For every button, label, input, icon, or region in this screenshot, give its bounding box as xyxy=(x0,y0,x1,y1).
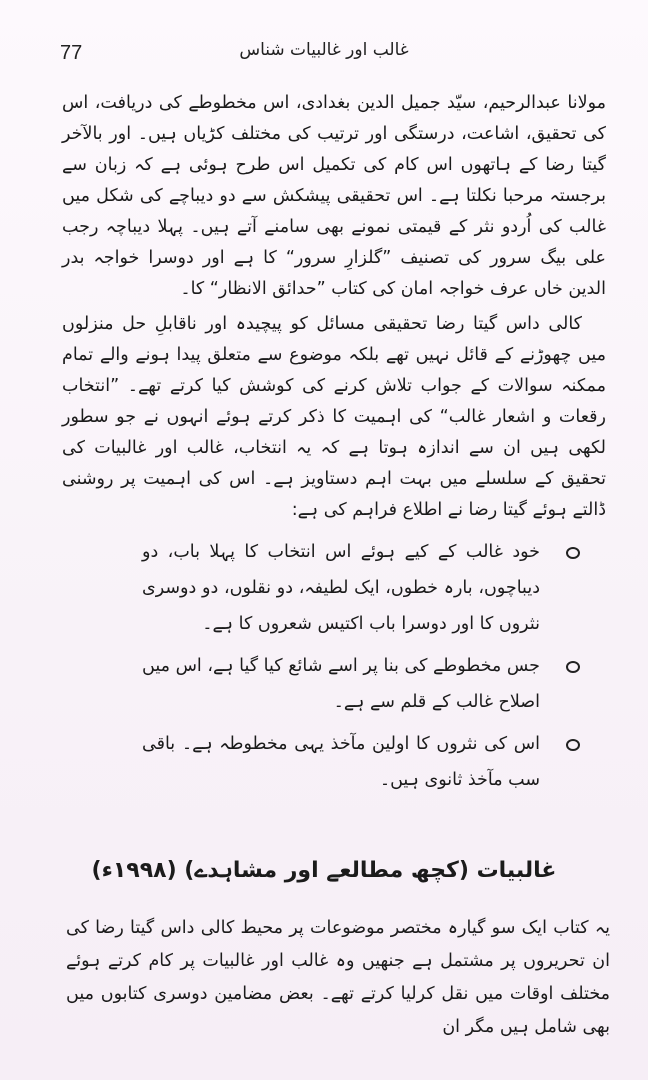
bullet-circle-icon xyxy=(566,547,580,559)
paragraph-1: مولانا عبدالرحیم، سیّد جمیل الدین بغدادی، اس مخطوطے کی دریافت، اس کی تحقیق، اشاعت، درستگی اور ترتیب کی مختلف کڑیاں ہیں۔ اور بالآخر گیتا رضا کے ہاتھوں اس کام کی تکمیل اس طرح ہوئی ہے کہ زبان سے برجستہ مرحبا نکلتا ہے۔ اس تحقیقی پیشکش سے دو دیباچے کی شکل میں غالب کی اُردو نثر کے قیمتی نمونے بھی سامنے آتے ہیں۔ پہلا دیباچہ رجب علی بیگ سرور کی تصنیف ”گلزارِ سرور“ کا ہے اور دوسرا خواجہ بدر الدین خاں عرف خواجہ امان کی کتاب ”حدائق الانظار“ کا۔ xyxy=(62,93,606,299)
page-number: 77 xyxy=(60,42,83,64)
running-title: غالب اور غالبیات شناس xyxy=(239,40,409,60)
bullet-text: خود غالب کے کیے ہوئے اس انتخاب کا پہلا باب، دو دیباچوں، بارہ خطوں، ایک لطیفہ، دو نقلوں، دو دوسری نثروں کا اور دوسرا باب اکتیس شعروں کا ہے۔ xyxy=(142,542,540,634)
page-header xyxy=(60,40,588,76)
section-heading: غالبیات (کچھ مطالعے اور مشاہدے) (۱۹۹۸ء) xyxy=(91,858,557,883)
bullet-circle-icon xyxy=(566,661,580,673)
bullet-item-2 xyxy=(142,648,606,720)
bullet-list xyxy=(62,534,606,798)
section-body: یہ کتاب ایک سو گیارہ مختصر موضوعات پر محیط کالی داس گیتا رضا کی ان تحریروں پر مشتمل ہے جنھیں وہ غالب اور غالبیات پر کام کرتے ہوئے مختلف اوقات میں نقل کرلیا کرتے تھے۔ بعض مضامین دوسری کتابوں میں بھی شامل ہیں مگر ان xyxy=(66,918,610,1037)
bullet-text: اس کی نثروں کا اولین مآخذ یہی مخطوطہ ہے۔ باقی سب مآخذ ثانوی ہیں۔ xyxy=(142,734,540,790)
bullet-circle-icon xyxy=(566,739,580,751)
bullet-item-3 xyxy=(142,726,606,798)
bullet-item-1 xyxy=(142,534,606,642)
main-text xyxy=(62,88,606,804)
paragraph-2: کالی داس گیتا رضا تحقیقی مسائل کو پیچیدہ اور ناقابلِ حل منزلوں میں چھوڑنے کے قائل نہیں تھے بلکہ موضوع سے متعلق پیدا ہونے والے تمام ممکنہ سوالات کے جواب تلاش کرنے کی کوشش کیا کرتے تھے۔ ”انتخاب رقعات و اشعار غالب“ کی اہمیت کا ذکر کرتے ہوئے انہوں نے جو سطور لکھی ہیں ان سے اندازہ ہوتا ہے کہ یہ انتخاب، غالب اور غالبیات کی تحقیق کے سلسلے میں بہت اہم دستاویز ہے۔ اس کی اہمیت پر روشنی ڈالتے ہوئے گیتا رضا نے اطلاع فراہم کی ہے: xyxy=(62,314,606,520)
bullet-text: جس مخطوطے کی بنا پر اسے شائع کیا گیا ہے، اس میں اصلاح غالب کے قلم سے ہے۔ xyxy=(142,656,540,712)
